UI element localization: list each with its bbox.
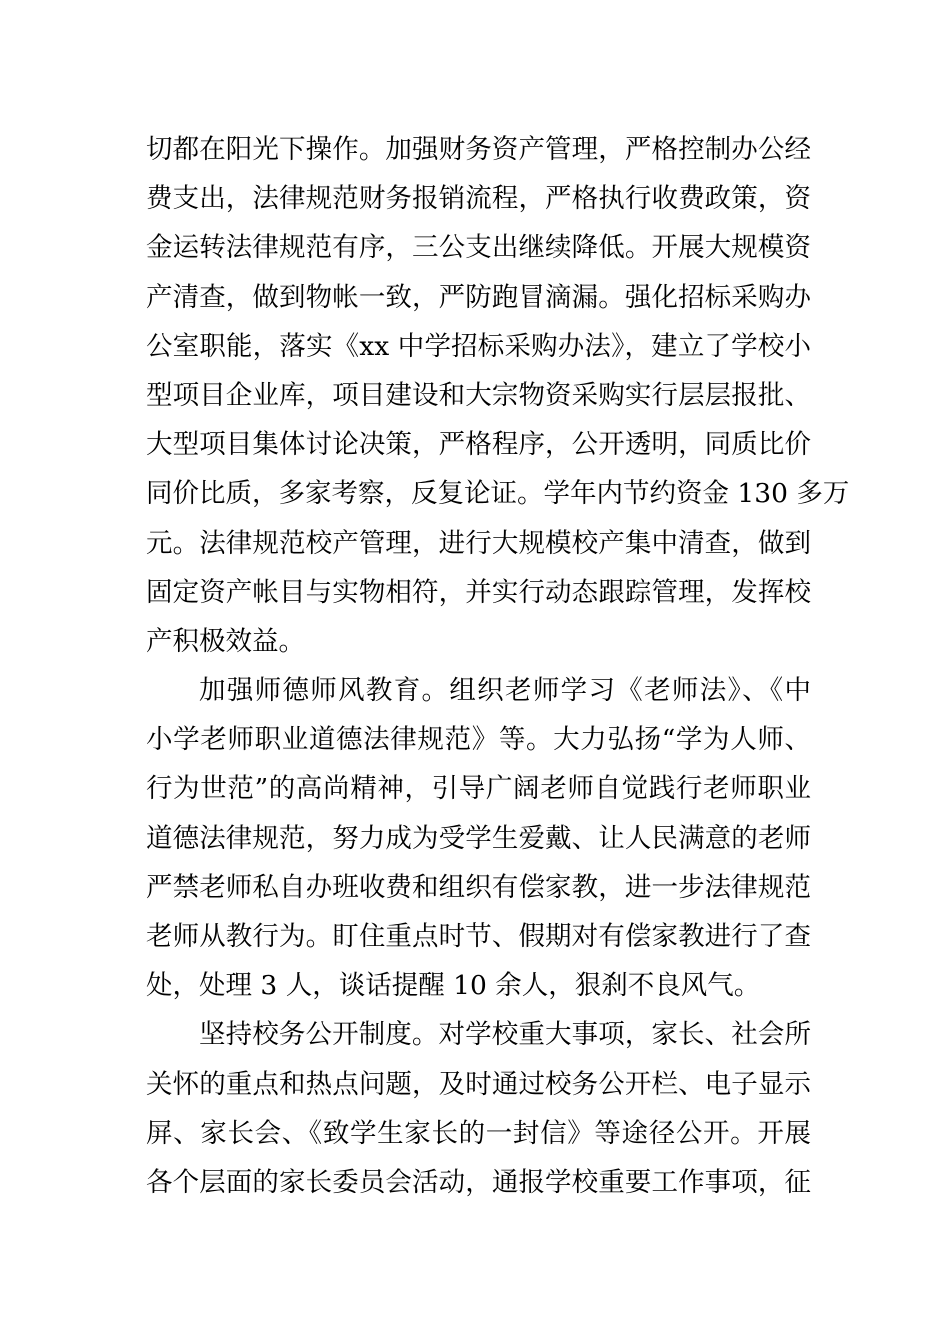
text-line: 切都在阳光下操作。加强财务资产管理，严格控制办公经	[146, 134, 811, 165]
text-line: 屏、家长会、《致学生家长的一封信》等途径公开。开展	[146, 1117, 811, 1149]
paragraph-teacher-ethics	[146, 666, 811, 1010]
text-line: 型项目企业库，项目建设和大宗物资采购实行层层报批、	[146, 379, 811, 411]
text-line-indented: 坚持校务公开制度。对学校重大事项，家长、社会所	[199, 1019, 811, 1051]
text-line: 关怀的重点和热点问题，及时通过校务公开栏、电子显示	[146, 1068, 811, 1100]
text-line-indented: 加强师德师风教育。组织老师学习《老师法》、《中	[199, 675, 811, 707]
text-line: 处，处理 3 人，谈话提醒 10 余人，狠刹不良风气。	[146, 970, 761, 1002]
paragraph-finance	[146, 125, 850, 666]
text-line: 大型项目集体讨论决策，严格程序，公开透明，同质比价	[146, 429, 811, 461]
text-line: 行为世范”的高尚精神，引导广阔老师自觉践行老师职业	[146, 773, 811, 805]
text-line: 公室职能，落实《xx 中学招标采购办法》，建立了学校小	[146, 330, 811, 362]
text-line: 小学老师职业道德法律规范》等。大力弘扬“学为人师、	[146, 724, 811, 756]
paragraph-school-affairs	[146, 1010, 811, 1207]
text-line: 老师从教行为。盯住重点时节、假期对有偿家教进行了查	[146, 921, 811, 952]
document-body	[146, 125, 850, 1207]
text-line: 产清查，做到物帐一致，严防跑冒滴漏。强化招标采购办	[146, 281, 811, 313]
text-line: 产积极效益。	[146, 625, 305, 657]
text-line: 道德法律规范，努力成为受学生爱戴、让人民满意的老师	[146, 822, 811, 854]
text-line: 元。法律规范校产管理，进行大规模校产集中清查，做到	[146, 527, 811, 559]
text-line: 各个层面的家长委员会活动，通报学校重要工作事项，征	[146, 1166, 811, 1198]
text-line: 严禁老师私自办班收费和组织有偿家教，进一步法律规范	[146, 871, 811, 903]
text-line: 同价比质，多家考察，反复论证。学年内节约资金 130 多万	[146, 478, 850, 510]
text-line: 费支出，法律规范财务报销流程，严格执行收费政策，资	[146, 183, 811, 215]
text-line: 金运转法律规范有序，三公支出继续降低。开展大规模资	[146, 232, 811, 264]
text-line: 固定资产帐目与实物相符，并实行动态跟踪管理，发挥校	[146, 576, 811, 608]
